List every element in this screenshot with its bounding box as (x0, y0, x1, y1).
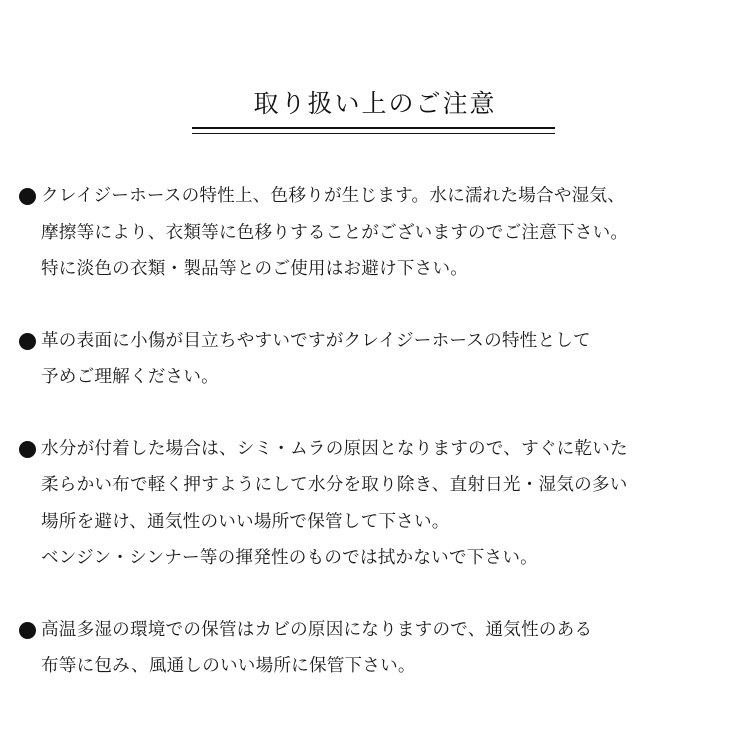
caution-item-color-transfer (19, 178, 739, 288)
title-underline-thin (192, 133, 555, 134)
bullet-icon (19, 333, 36, 350)
caution-item-storage (19, 612, 739, 685)
caution-item-scratches (19, 323, 739, 396)
title-block (0, 84, 750, 124)
page-title: 取り扱い上のご注意 (253, 89, 497, 118)
caution-line: 柔らかい布で軽く押すようにして水分を取り除き、直射日光・湿気の多い (41, 475, 628, 495)
caution-line: 特に淡色の衣類・製品等とのご使用はお避け下さい。 (41, 259, 469, 279)
caution-line: 布等に包み、風通しのいい場所に保管下さい。 (41, 656, 416, 676)
caution-line: 予めご理解ください。 (41, 367, 219, 387)
caution-list (19, 178, 739, 685)
caution-item-moisture (19, 431, 739, 577)
bullet-icon (19, 188, 36, 205)
caution-line: 革の表面に小傷が目立ちやすいですがクレイジーホースの特性として (41, 330, 591, 351)
caution-line: 水分が付着した場合は、シミ・ムラの原因となりますので、すぐに乾いた (41, 438, 628, 459)
caution-line: 高温多湿の環境での保管はカビの原因になりますので、通気性のある (41, 619, 593, 640)
caution-line: 摩擦等により、衣類等に色移りすることがございますのでご注意下さい。 (41, 222, 629, 243)
caution-line: ベンジン・シンナー等の揮発性のものでは拭かないで下さい。 (41, 548, 538, 568)
bullet-icon (19, 622, 36, 639)
bullet-icon (19, 441, 36, 458)
title-underline-thick (192, 127, 555, 129)
caution-line: 場所を避け、通気性のいい場所で保管して下さい。 (41, 511, 450, 532)
caution-line: クレイジーホースの特性上、色移りが生じます。水に濡れた場合や湿気、 (41, 186, 626, 206)
